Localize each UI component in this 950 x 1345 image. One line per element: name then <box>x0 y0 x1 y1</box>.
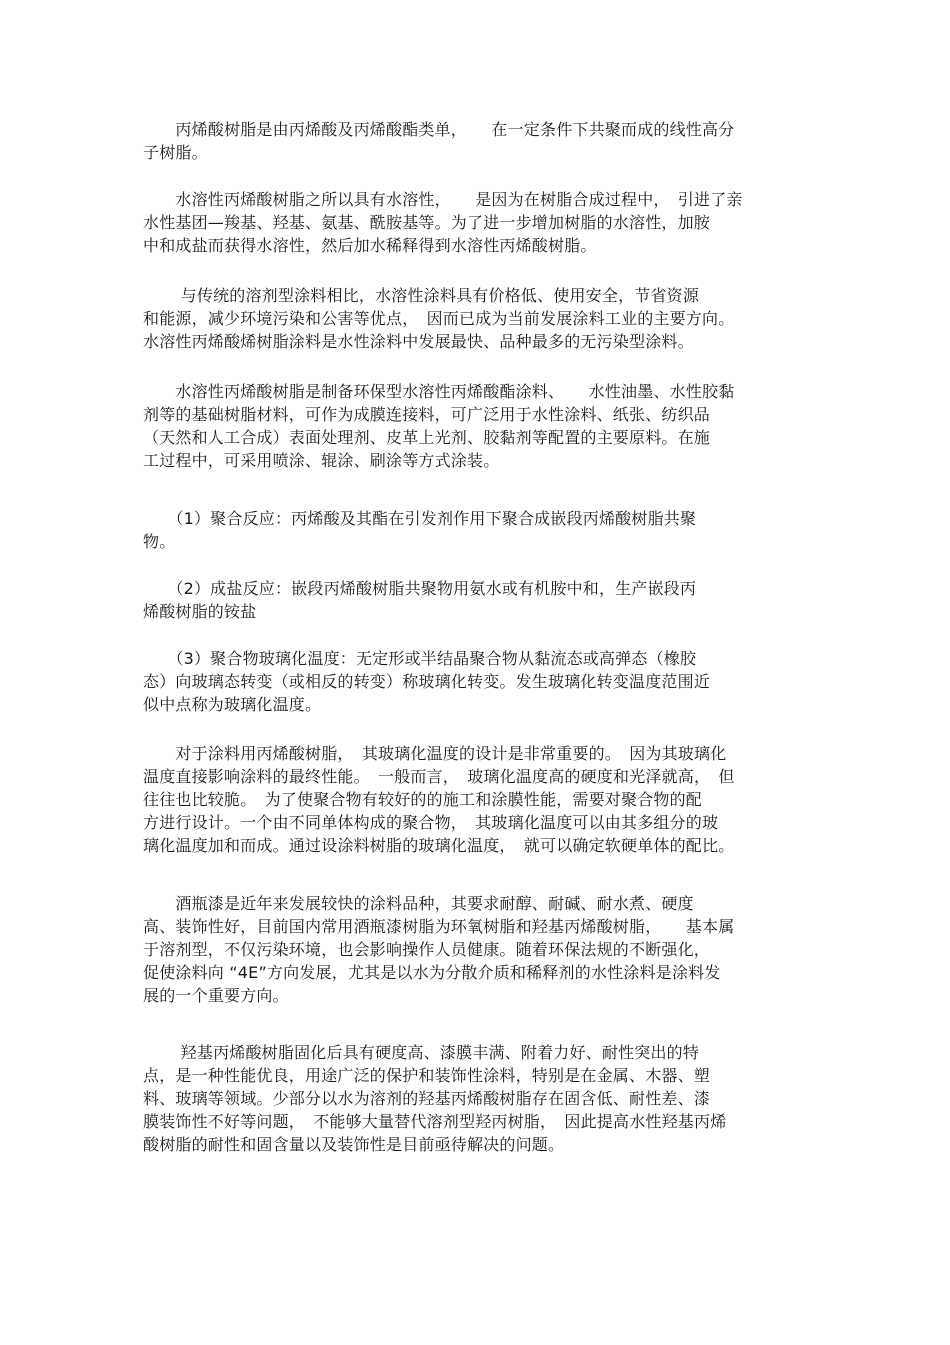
text-line: 烯酸树脂的铵盐 <box>143 602 257 621</box>
paragraph-6 <box>143 577 813 623</box>
text-line: 丙烯酸树脂是由丙烯酸及丙烯酸酯类单， 在一定条件下共聚而成的线性高分 <box>143 120 735 139</box>
text-line: 工过程中，可采用喷涂、辊涂、刷涂等方式涂装。 <box>143 451 500 470</box>
text-line: 膜装饰性不好等问题， 不能够大量替代溶剂型羟丙树脂， 因此提高水性羟基丙烯 <box>143 1112 727 1131</box>
text-line: 中和成盐而获得水溶性，然后加水稀释得到水溶性丙烯酸树脂。 <box>143 236 597 255</box>
text-line: 高、装饰性好，目前国内常用酒瓶漆树脂为环氧树脂和羟基丙烯酸树脂， 基本属 <box>143 917 735 936</box>
text-line: 于溶剂型，不仅污染环境，也会影响操作人员健康。随着环保法规的不断强化， <box>143 940 711 959</box>
text-line: 与传统的溶剂型涂料相比，水溶性涂料具有价格低、使用安全，节省资源 <box>143 286 700 305</box>
text-line: （3）聚合物玻璃化温度：无定形或半结晶聚合物从黏流态或高弹态（橡胶 <box>143 649 697 668</box>
text-line: （2）成盐反应：嵌段丙烯酸树脂共聚物用氨水或有机胺中和，生产嵌段丙 <box>143 579 697 598</box>
text-line: 酸树脂的耐性和固含量以及装饰性是目前亟待解决的问题。 <box>143 1135 565 1154</box>
text-line: 水溶性丙烯酸树脂之所以具有水溶性， 是因为在树脂合成过程中， 引进了亲 <box>143 190 743 209</box>
text-line: 水性基团—羧基、羟基、氨基、酰胺基等。为了进一步增加树脂的水溶性，加胺 <box>143 213 711 232</box>
text-line: 促使涂料向 “4E”方向发展，尤其是以水为分散介质和稀释剂的水性涂料是涂料发 <box>143 963 721 982</box>
paragraph-5 <box>143 507 813 553</box>
text-line: 子树脂。 <box>143 143 208 162</box>
text-line: 温度直接影响涂料的最终性能。 一般而言， 玻璃化温度高的硬度和光泽就高， 但 <box>143 767 735 786</box>
text-line: 方进行设计。一个由不同单体构成的聚合物， 其玻璃化温度可以由其多组分的玻 <box>143 813 719 832</box>
text-line: 展的一个重要方向。 <box>143 986 289 1005</box>
text-line: 料、玻璃等领域。少部分以水为溶剂的羟基丙烯酸树脂存在固含低、耐性差、漆 <box>143 1089 711 1108</box>
paragraph-10 <box>143 1041 813 1156</box>
text-line: 态）向玻璃态转变（或相反的转变）称玻璃化转变。发生玻璃化转变温度范围近 <box>143 672 711 691</box>
text-line: 物。 <box>143 532 176 551</box>
paragraph-9 <box>143 892 813 1007</box>
text-line: 羟基丙烯酸树脂固化后具有硬度高、漆膜丰满、附着力好、耐性突出的特 <box>143 1043 700 1062</box>
paragraph-3 <box>143 284 813 353</box>
text-line: （1）聚合反应：丙烯酸及其酯在引发剂作用下聚合成嵌段丙烯酸树脂共聚 <box>143 509 697 528</box>
paragraph-2 <box>143 188 813 257</box>
paragraph-1 <box>143 118 813 164</box>
text-line: 剂等的基础树脂材料，可作为成膜连接料，可广泛用于水性涂料、纸张、纺织品 <box>143 405 711 424</box>
text-line: 似中点称为玻璃化温度。 <box>143 695 322 714</box>
text-line: 酒瓶漆是近年来发展较快的涂料品种，其要求耐醇、耐碱、耐水煮、硬度 <box>143 894 694 913</box>
text-line: 水溶性丙烯酸树脂是制备环保型水溶性丙烯酸酯涂料、 水性油墨、水性胶黏 <box>143 382 735 401</box>
text-line: （天然和人工合成）表面处理剂、皮革上光剂、胶黏剂等配置的主要原料。在施 <box>143 428 711 447</box>
text-line: 往往也比较脆。 为了使聚合物有较好的的施工和涂膜性能，需要对聚合物的配 <box>143 790 703 809</box>
text-line: 璃化温度加和而成。通过设涂料树脂的玻璃化温度， 就可以确定软硬单体的配比。 <box>143 836 735 855</box>
text-line: 和能源，减少环境污染和公害等优点， 因而已成为当前发展涂料工业的主要方向。 <box>143 309 735 328</box>
paragraph-8 <box>143 742 813 857</box>
text-line: 点，是一种性能优良，用途广泛的保护和装饰性涂料，特别是在金属、木器、塑 <box>143 1066 711 1085</box>
paragraph-7 <box>143 647 813 716</box>
paragraph-4 <box>143 380 813 472</box>
text-line: 对于涂料用丙烯酸树脂， 其玻璃化温度的设计是非常重要的。 因为其玻璃化 <box>143 744 727 763</box>
text-line: 水溶性丙烯酸烯树脂涂料是水性涂料中发展最快、品种最多的无污染型涂料。 <box>143 332 694 351</box>
